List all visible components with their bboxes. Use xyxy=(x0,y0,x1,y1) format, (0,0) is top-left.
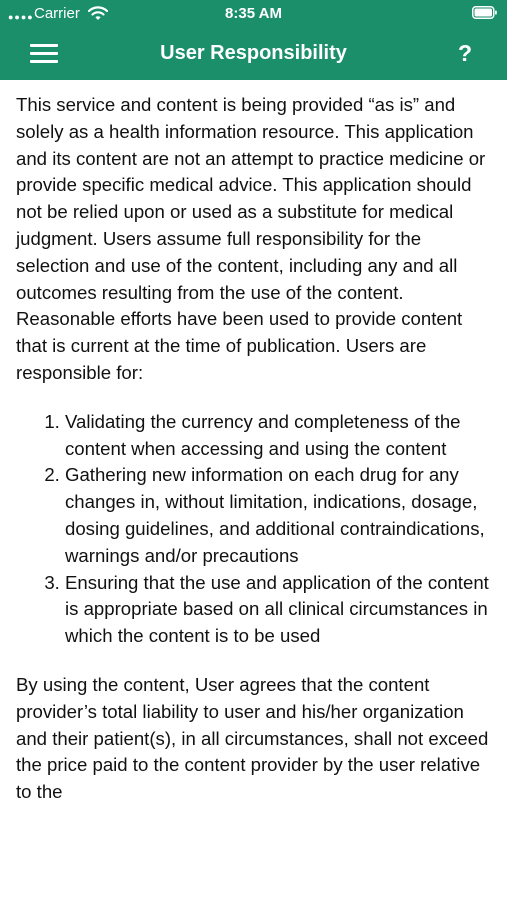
carrier-label: Carrier xyxy=(34,5,80,22)
app-header xyxy=(0,0,507,80)
list-item: 3. Ensuring that the use and application of the content is appropriate based on all clinical circumstances in which the content is to be used xyxy=(65,570,494,650)
signal-strength-icon: ●●●● xyxy=(8,12,34,22)
battery-icon xyxy=(472,6,497,19)
navigation-bar xyxy=(0,28,507,80)
closing-paragraph: By using the content, User agrees that the content provider’s total liability to user and his/her organization and their patient(s), in all circumstances, shall not exceed the price paid to the content provider by the user relative to the xyxy=(16,673,489,803)
list-item: 1. Validating the currency and completeness of the content when accessing and using the content xyxy=(65,409,494,463)
responsibility-list xyxy=(16,409,494,650)
status-time: 8:35 AM xyxy=(225,5,282,22)
status-bar xyxy=(0,0,507,28)
page-title: User Responsibility xyxy=(160,42,347,64)
disclaimer-content xyxy=(16,92,494,806)
list-item: 2. Gathering new information on each drug for any changes in, without limitation, indications, dosage, dosing guidelines, and additional contraindications, warnings and/or precautions xyxy=(65,462,494,569)
help-button[interactable]: ? xyxy=(457,40,473,66)
intro-paragraph: This service and content is being provided “as is” and solely as a health information resource. This application and its content are not an attempt to practice medicine or provide specific medical advice. This application should not be relied upon or used as a substitute for medical judgment. Users assume full responsibility for the selection and use of the content, including any and all outcomes resulting from the use of the content. Reasonable efforts have been used to provide content that is current at the time of publication. Users are responsible for: xyxy=(16,94,486,383)
